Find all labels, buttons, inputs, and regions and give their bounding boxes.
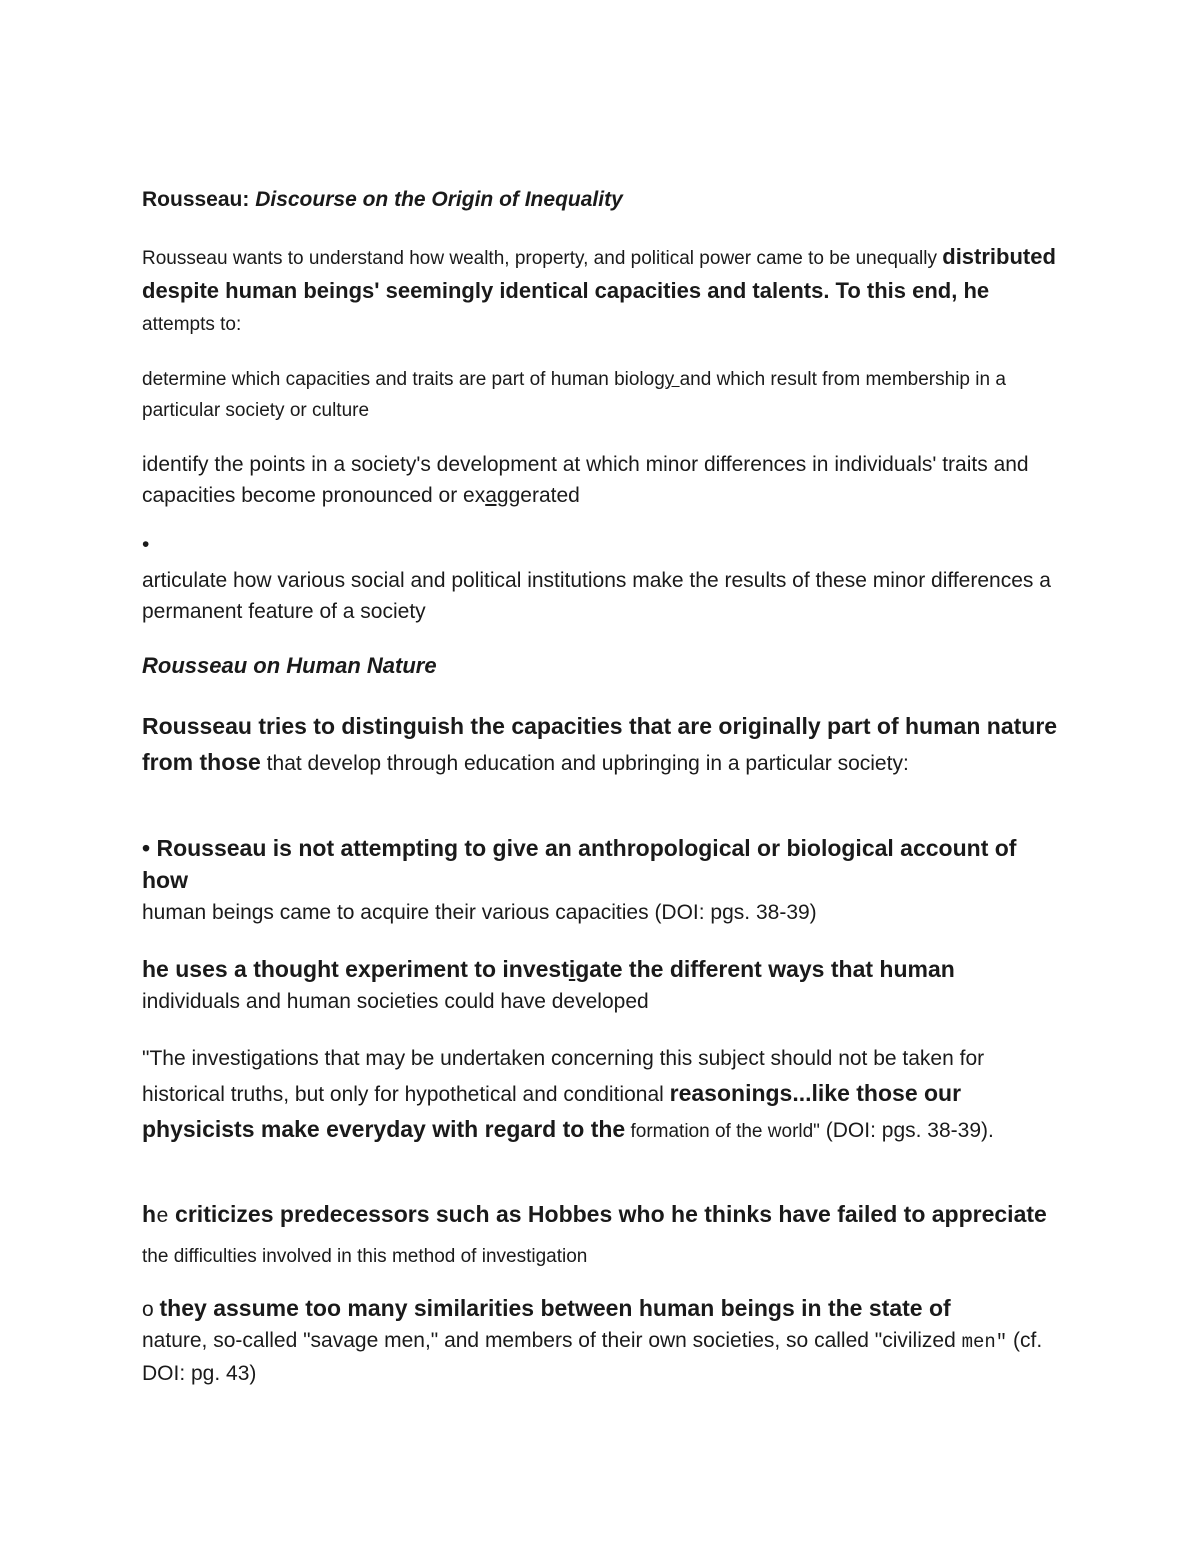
- intro-text: Rousseau wants to understand how wealth, property, and political power came to be unequally: [142, 248, 943, 269]
- quote-paragraph: "The investigations that may be undertaken concerning this subject should not be taken for historical truths, but only for hypothetical and conditional reasonings...like those our physicists make everyday with regard to the formation of the world" (DOI: pgs. 38-39).: [142, 1047, 994, 1142]
- list-item-2: identify the points in a society's development at which minor differences in individuals' traits and capacities become pronounced or exaggerated: [142, 453, 1029, 507]
- title-author: Rousseau:: [142, 188, 256, 211]
- thought-experiment-paragraph: he uses a thought experiment to investigate the different ways that human individuals and human societies could have developed: [142, 956, 955, 1013]
- intro-tail: attempts to:: [142, 314, 242, 335]
- anthropology-bullet: • Rousseau is not attempting to give an anthropological or biological account of how human beings came to acquire their various capacities (DOI: pgs. 38-39): [142, 835, 1017, 924]
- bullet-marker: •: [142, 533, 150, 556]
- title-work: Discourse on the Origin of Inequality: [255, 188, 623, 211]
- hobbes-paragraph: he criticizes predecessors such as Hobbes who he thinks have failed to appreciate the difficulties involved in this method of investigation: [142, 1201, 1047, 1267]
- intro-bold: distributed despite human beings' seemingly identical capacities and talents. To this end, he: [142, 244, 1056, 303]
- list-item-1: determine which capacities and traits are part of human biology and which result from membership in a particular society or culture: [142, 369, 1006, 421]
- section-heading: Rousseau on Human Nature: [142, 653, 437, 678]
- document-title: [142, 186, 1062, 214]
- human-nature-paragraph: Rousseau tries to distinguish the capacities that are originally part of human nature from those that develop through education and upbringing in a particular society:: [142, 713, 1058, 775]
- list-item-3: articulate how various social and political institutions make the results of these minor differences a permanent feature of a society: [142, 569, 1051, 623]
- intro-paragraph: [142, 241, 1062, 341]
- similarities-paragraph: o they assume too many similarities between human beings in the state of nature, so-called "savage men," and members of their own societies, so called "civilized men" (cf. DOI: pg. 43): [142, 1295, 1043, 1385]
